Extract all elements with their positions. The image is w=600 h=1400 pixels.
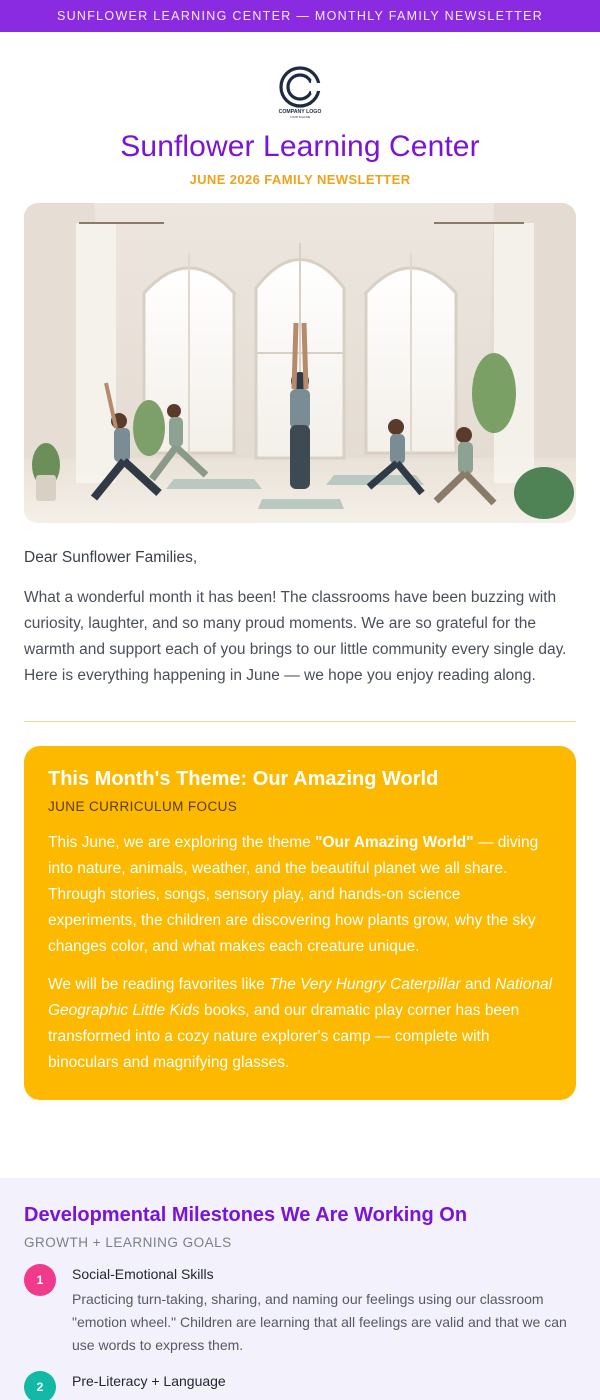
brand-title: Sunflower Learning Center [120,130,480,163]
logo-text: COMPANY LOGO [278,109,322,115]
milestone-name: Pre-Literacy + Language [72,1373,226,1389]
text: We will be reading favorites like [48,976,270,993]
welcome-letter [0,523,600,689]
milestone-name: Social-Emotional Skills [72,1266,214,1282]
milestones-title: Developmental Milestones We Are Working On [24,1204,468,1226]
greeting: Dear Sunflower Families, [24,549,198,566]
company-logo-icon [277,64,323,120]
theme-subtitle: JUNE CURRICULUM FOCUS [48,799,238,814]
newsletter-banner [0,0,600,32]
milestone-item [24,1373,576,1400]
text: books, and our dramatic play corner has been transformed into a cozy nature explorer's camp — complete with binoculars and magnifying glasses. [48,1002,520,1071]
newsletter-header [0,32,600,187]
theme-paragraph-2 [48,972,552,1076]
theme-card [24,746,576,1100]
theme-paragraph-1 [48,830,552,960]
text: — diving into nature, animals, weather, and the beautiful planet we all share. Through stories, songs, sensory play, and hands-on science experiments, the children are discovering how plants grow, why the sky changes color, and what makes each creature unique. [48,834,539,955]
yoga-class-illustration [24,203,576,523]
newsletter-subtitle: JUNE 2026 FAMILY NEWSLETTER [189,172,411,187]
theme-title: This Month's Theme: Our Amazing World [48,768,439,790]
hero-image [24,203,576,523]
section-divider [24,721,576,722]
milestone-item [24,1266,576,1357]
banner-text: SUNFLOWER LEARNING CENTER — MONTHLY FAMILY NEWSLETTER [56,9,544,23]
text: and [460,976,496,993]
theme-name: "Our Amazing World" [315,834,474,851]
milestones-subtitle: GROWTH + LEARNING GOALS [24,1235,232,1250]
logo-tagline: YOUR TAGLINE [289,115,311,119]
text: This June, we are exploring the theme [48,834,316,851]
milestones-section [0,1178,600,1400]
intro-paragraph: What a wonderful month it has been! The classrooms have been buzzing with curiosity, laughter, and so many proud moments. We are so grateful for the warmth and support each of you brings to our little community every single day. Here is everything happening in June — we hope you enjoy reading along. [24,589,567,684]
book-title: The Very Hungry Caterpillar [269,976,461,993]
milestone-number-badge: 2 [24,1371,56,1400]
milestone-description: Practicing turn-taking, sharing, and naming our feelings using our classroom "emotion wheel." Children are learning that all feelings are valid and that we can use words to express them. [72,1291,567,1353]
milestone-number-badge: 1 [24,1264,56,1296]
book-title: National Geographic Little Kids [48,976,553,1019]
